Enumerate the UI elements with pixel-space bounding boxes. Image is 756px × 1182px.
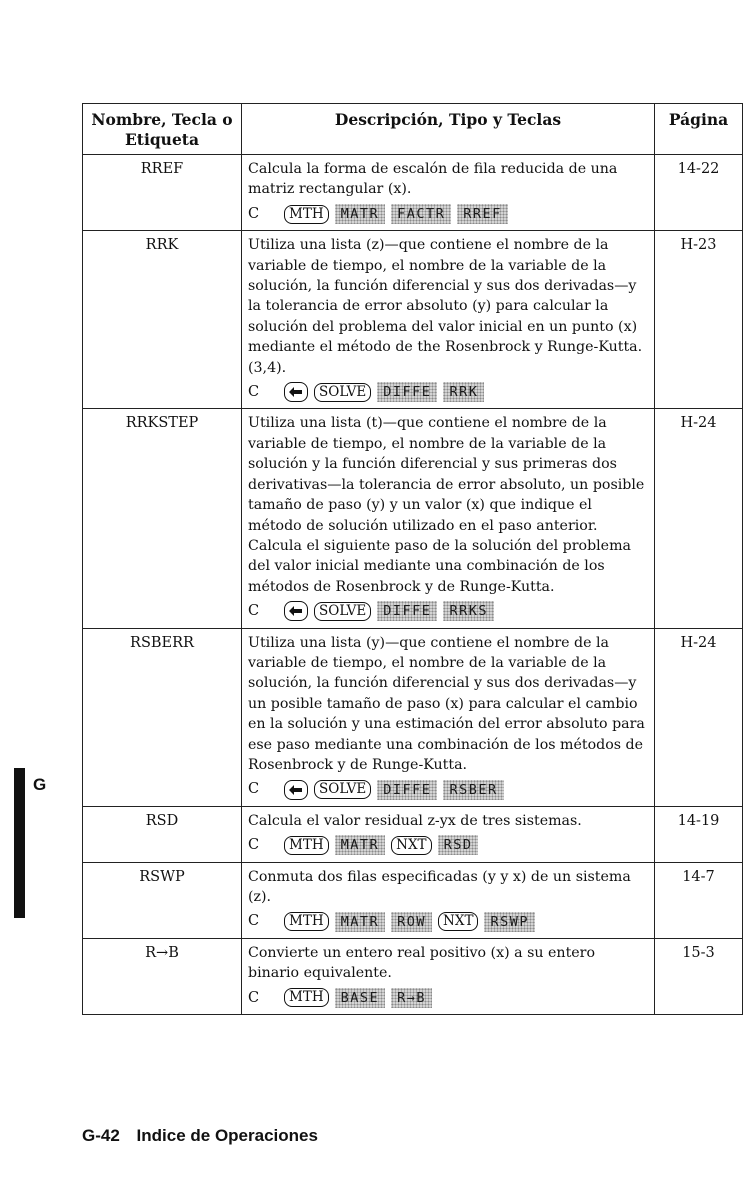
- operation-description: Utiliza una lista (t)—que contiene el nombre de la variable de tiempo, el nombre de la variable de la solución y la función diferencial y sus primeras dos derivativas—la tolerancia de error absoluto, un posible tamaño de paso (y) y un valor (x) que indique el método de solución utilizado en el paso anterior. Calcula el siguiente paso de la solución del problema del valor inicial mediante una combinación de los métodos de Rosenbrock y de Runge-Kutta.: [248, 415, 645, 595]
- menu-softkey: FACTR: [391, 204, 451, 224]
- operation-description-cell: [242, 938, 655, 1014]
- menu-softkey: RSBER: [443, 780, 503, 800]
- keyboard-key: SOLVE: [314, 602, 371, 621]
- operation-type: C: [248, 781, 260, 798]
- menu-softkey: MATR: [335, 835, 386, 855]
- table-body: [83, 155, 743, 1015]
- operation-page: 15-3: [655, 938, 743, 1014]
- menu-softkey: RRK: [443, 382, 484, 402]
- operation-type: C: [248, 384, 260, 401]
- operation-page: H-24: [655, 628, 743, 806]
- operation-description: Convierte un entero real positivo (x) a su entero binario equivalente.: [248, 944, 595, 982]
- menu-softkey: RREF: [457, 204, 508, 224]
- operations-table: [82, 103, 743, 1015]
- operation-type: C: [248, 603, 260, 620]
- table-header-row: [83, 104, 743, 155]
- menu-softkey: DIFFE: [377, 780, 437, 800]
- operation-page: H-23: [655, 231, 743, 409]
- left-shift-key-icon: [284, 780, 308, 800]
- table-row: [83, 628, 743, 806]
- menu-softkey: DIFFE: [377, 601, 437, 621]
- keyboard-key: MTH: [284, 988, 329, 1007]
- operation-type: C: [248, 989, 260, 1006]
- keyboard-key: SOLVE: [314, 383, 371, 402]
- table-row: [83, 231, 743, 409]
- operation-page: H-24: [655, 409, 743, 628]
- table-row: [83, 806, 743, 862]
- operation-description-cell: [242, 628, 655, 806]
- left-shift-arrow-icon: [288, 386, 304, 398]
- operation-description-cell: [242, 862, 655, 938]
- operation-page: 14-7: [655, 862, 743, 938]
- header-description: Descripción, Tipo y Teclas: [242, 104, 655, 155]
- table-row: [83, 862, 743, 938]
- key-sequence: [248, 601, 648, 621]
- left-shift-arrow-icon: [288, 605, 304, 617]
- header-page: Página: [655, 104, 743, 155]
- keyboard-key: MTH: [284, 912, 329, 931]
- keyboard-key: SOLVE: [314, 780, 371, 799]
- table-row: [83, 938, 743, 1014]
- key-sequence: [248, 382, 648, 402]
- operation-description: Calcula el valor residual z-yx de tres sistemas.: [248, 812, 582, 829]
- menu-softkey: ROW: [391, 912, 432, 932]
- menu-softkey: MATR: [335, 204, 386, 224]
- operation-description-cell: [242, 806, 655, 862]
- operation-name: RRK: [83, 231, 242, 409]
- menu-softkey: R→B: [391, 988, 432, 1008]
- operation-name: RSD: [83, 806, 242, 862]
- footer-page-number: G-42: [82, 1126, 120, 1145]
- operation-description: Utiliza una lista (y)—que contiene el nombre de la variable de tiempo, el nombre de la variable de la solución, la función diferencial y sus dos derivadas—y un posible tamaño de paso (x) para calcular el cambio en la solución y una estimación del error absoluto para ese paso mediante una combinación de los métodos de Rosenbrock y de Runge-Kutta.: [248, 634, 645, 773]
- operation-type: C: [248, 913, 260, 930]
- operation-page: 14-22: [655, 155, 743, 231]
- operation-name: RSWP: [83, 862, 242, 938]
- menu-softkey: MATR: [335, 912, 386, 932]
- key-sequence: [248, 204, 648, 224]
- key-sequence: [248, 988, 648, 1008]
- key-sequence: [248, 911, 648, 931]
- operation-name: RREF: [83, 155, 242, 231]
- operation-description: Conmuta dos filas especificadas (y y x) de un sistema (z).: [248, 868, 631, 905]
- menu-softkey: BASE: [335, 988, 386, 1008]
- key-sequence: [248, 779, 648, 799]
- keyboard-key: MTH: [284, 836, 329, 855]
- operation-name: RRKSTEP: [83, 409, 242, 628]
- section-tab-label: G: [33, 775, 47, 794]
- operation-name: RSBERR: [83, 628, 242, 806]
- keyboard-key: NXT: [391, 836, 431, 855]
- operation-type: C: [248, 205, 260, 222]
- page-footer: [82, 1126, 318, 1146]
- left-shift-key-icon: [284, 601, 308, 621]
- operation-name: R→B: [83, 938, 242, 1014]
- operation-type: C: [248, 837, 260, 854]
- operation-description: Utiliza una lista (z)—que contiene el nombre de la variable de tiempo, el nombre de la variable de la solución, la función diferencial y sus dos derivadas—y la tolerancia de error absoluto (y) para calcular la solución del problema del valor inicial en un punto (x) mediante el método de the Rosenbrock y Runge-Kutta. (3,4).: [248, 237, 643, 376]
- keyboard-key: MTH: [284, 205, 329, 224]
- operation-page: 14-19: [655, 806, 743, 862]
- footer-title: Indice de Operaciones: [136, 1126, 318, 1145]
- operation-description-cell: [242, 231, 655, 409]
- operation-description-cell: [242, 409, 655, 628]
- menu-softkey: RSD: [438, 835, 479, 855]
- menu-softkey: RSWP: [484, 912, 535, 932]
- table-row: [83, 409, 743, 628]
- menu-softkey: DIFFE: [377, 382, 437, 402]
- key-sequence: [248, 835, 648, 855]
- left-shift-key-icon: [284, 382, 308, 402]
- keyboard-key: NXT: [438, 912, 478, 931]
- menu-softkey: RRKS: [443, 601, 494, 621]
- left-shift-arrow-icon: [288, 784, 304, 796]
- operation-description-cell: [242, 155, 655, 231]
- operation-description: Calcula la forma de escalón de fila reducida de una matriz rectangular (x).: [248, 161, 618, 198]
- section-marker-bar: [14, 768, 25, 918]
- header-name: Nombre, Tecla o Etiqueta: [83, 104, 242, 155]
- table-row: [83, 155, 743, 231]
